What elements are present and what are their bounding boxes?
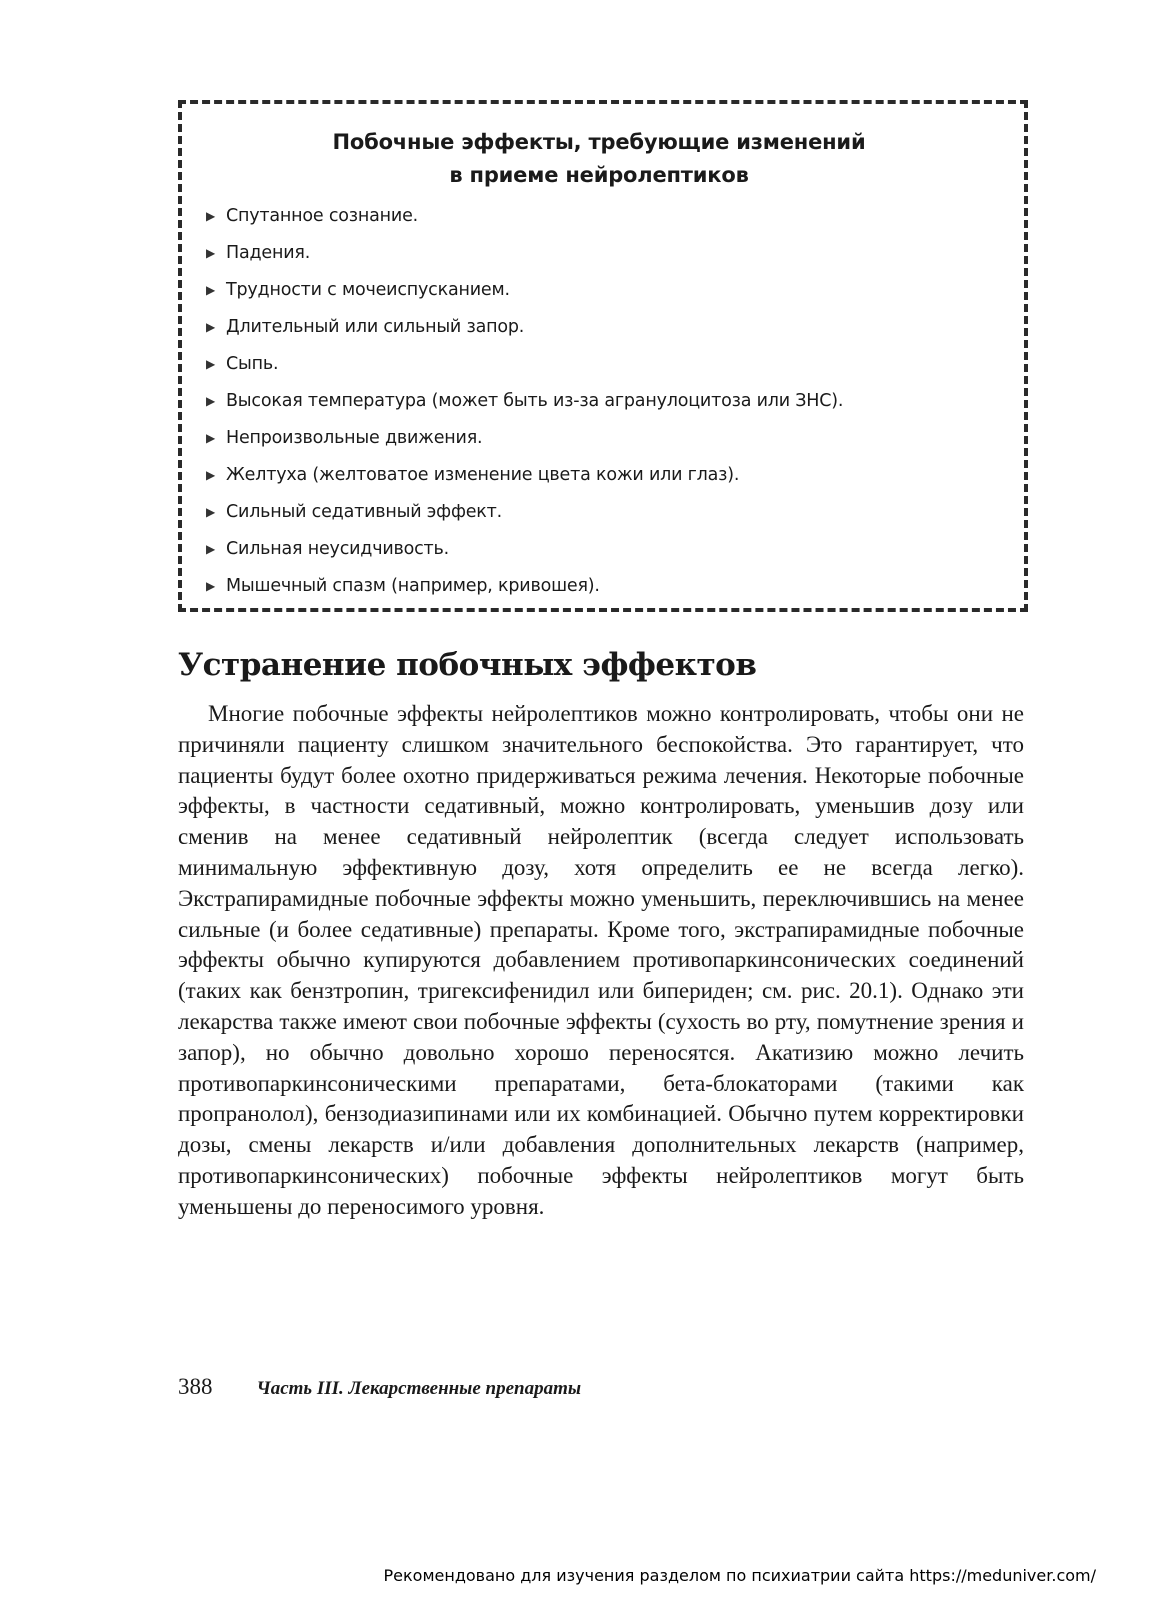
box-title-line-1: Побочные эффекты, требующие изменений bbox=[332, 130, 866, 154]
list-item bbox=[204, 198, 994, 235]
list-item-text: Желтуха (желтоватое изменение цвета кожи или глаз). bbox=[226, 465, 740, 485]
list-item-text: Длительный или сильный запор. bbox=[226, 317, 525, 337]
list-item bbox=[204, 457, 994, 494]
triangle-right-icon: ▶ bbox=[206, 579, 216, 593]
triangle-right-icon: ▶ bbox=[206, 283, 216, 297]
box-title-line-2: в приеме нейролептиков bbox=[449, 163, 749, 187]
side-effects-box bbox=[178, 100, 1028, 612]
list-item bbox=[204, 383, 994, 420]
triangle-right-icon: ▶ bbox=[206, 246, 216, 260]
triangle-right-icon: ▶ bbox=[206, 431, 216, 445]
list-item-text: Трудности с мочеиспусканием. bbox=[226, 280, 510, 300]
list-item bbox=[204, 420, 994, 457]
watermark-text: Рекомендовано для изучения разделом по психиатрии сайта https://meduniver.com/ bbox=[383, 1566, 1096, 1585]
list-item-text: Сильный седативный эффект. bbox=[226, 502, 502, 522]
triangle-right-icon: ▶ bbox=[206, 394, 216, 408]
list-item-text: Сильная неусидчивость. bbox=[226, 539, 450, 559]
list-item bbox=[204, 235, 994, 272]
triangle-right-icon: ▶ bbox=[206, 505, 216, 519]
triangle-right-icon: ▶ bbox=[206, 357, 216, 371]
list-item-text: Непроизвольные движения. bbox=[226, 428, 483, 448]
triangle-right-icon: ▶ bbox=[206, 209, 216, 223]
page-number: 388 bbox=[178, 1374, 213, 1399]
list-item-text: Сыпь. bbox=[226, 354, 279, 374]
section-heading: Устранение побочных эффектов bbox=[178, 647, 757, 683]
side-effects-list bbox=[204, 198, 994, 605]
box-title bbox=[204, 126, 994, 192]
list-item-text: Мышечный спазм (например, кривошея). bbox=[226, 576, 600, 596]
list-item bbox=[204, 568, 994, 605]
list-item-text: Падения. bbox=[226, 243, 311, 263]
body-paragraph: Многие побочные эффекты нейролептиков можно контролировать, чтобы они не причиняли пациенту слишком значительного беспокойства. Это гарантирует, что пациенты будут более охотно придерживаться режима лечения. Некоторые побочные эффекты, в частности седативный, можно контролировать, уменьшив дозу или сменив на менее седативный нейролептик (всегда следует использовать минимальную эффективную дозу, хотя определить ее не всегда легко). Экстрапирамидные побочные эффекты можно уменьшить, переключившись на менее сильные (и более седативные) препараты. Кроме того, экстрапирамидные побочные эффекты обычно купируются добавлением противопаркинсонических соединений (таких как бензтропин, тригексифенидил или бипериден; см. рис. 20.1). Однако эти лекарства также имеют свои побочные эффекты (сухость во рту, помутнение зрения и запор), но обычно довольно хорошо переносятся. Акатизию можно лечить противопаркинсоническими препаратами, бета-блокаторами (такими как пропранолол), бензодиазипинами или их комбинацией. Обычно путем корректировки дозы, смены лекарств и/или добавления дополнительных лекарств (например, противопаркинсонических) побочные эффекты нейролептиков могут быть уменьшены до переносимого уровня. bbox=[178, 701, 1024, 1219]
triangle-right-icon: ▶ bbox=[206, 542, 216, 556]
list-item bbox=[204, 309, 994, 346]
list-item bbox=[204, 346, 994, 383]
running-title: Часть III. Лекарственные препараты bbox=[256, 1378, 582, 1399]
triangle-right-icon: ▶ bbox=[206, 468, 216, 482]
triangle-right-icon: ▶ bbox=[206, 320, 216, 334]
page-footer bbox=[178, 1374, 581, 1400]
list-item-text: Высокая температура (может быть из-за агранулоцитоза или ЗНС). bbox=[226, 391, 844, 411]
list-item bbox=[204, 272, 994, 309]
list-item bbox=[204, 494, 994, 531]
list-item bbox=[204, 531, 994, 568]
list-item-text: Спутанное сознание. bbox=[226, 206, 418, 226]
